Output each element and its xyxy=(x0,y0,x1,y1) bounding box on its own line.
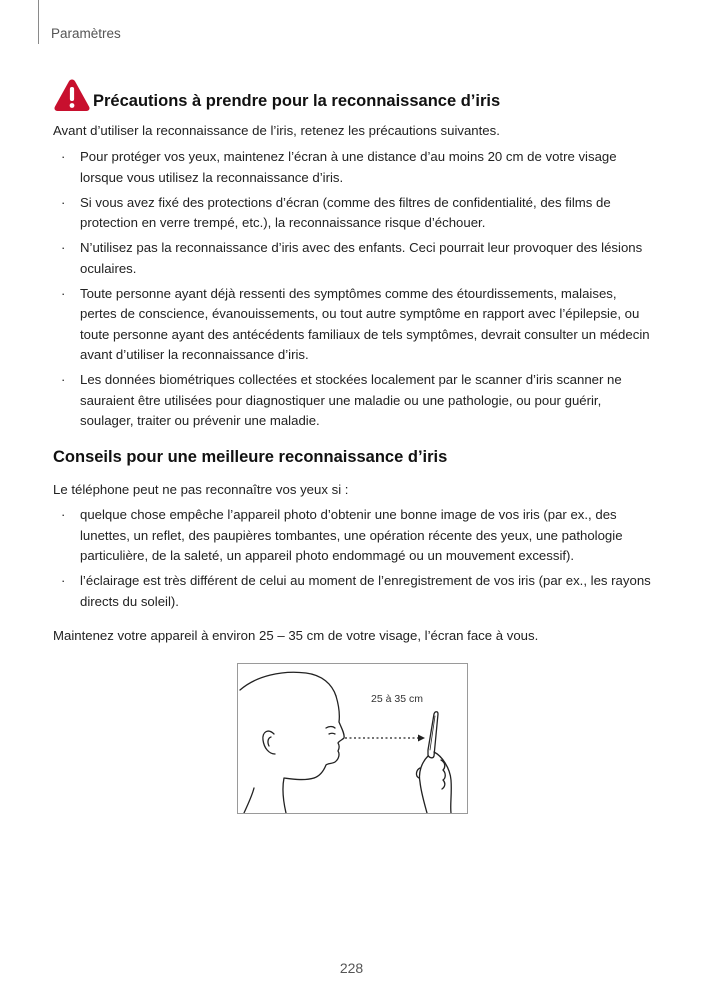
list-item xyxy=(53,238,653,279)
bullet-dot: · xyxy=(61,507,66,522)
list-item-text: quelque chose empêche l’appareil photo d’obtenir une bonne image de vos iris (par ex., des lunettes, un reflet, des paupières tombantes, une opération récente des yeux, une pathologie particulière, de la saleté, un appareil photo endommagé ou un mouvement excessif). xyxy=(80,507,623,563)
list-item xyxy=(53,370,653,432)
list-item-text: Les données biométriques collectées et stockées localement par le scanner d’iris scanner ne sauraient être utilisées pour diagnostiquer une maladie ou une pathologie, ou pour guérir, soulager, traiter ou prévenir une maladie. xyxy=(80,372,622,428)
face-line-drawing xyxy=(238,664,467,813)
tips-intro: Le téléphone peut ne pas reconnaître vos yeux si : xyxy=(53,482,349,497)
list-item xyxy=(53,147,653,188)
ear-inner xyxy=(268,737,271,746)
neck-line xyxy=(283,778,314,813)
eye xyxy=(329,733,335,734)
bullet-dot: · xyxy=(61,573,66,588)
face-profile xyxy=(314,696,344,778)
face-distance-illustration xyxy=(237,663,468,814)
header-title: Paramètres xyxy=(51,26,121,41)
distance-instruction: Maintenez votre appareil à environ 25 – 35 cm de votre visage, l’écran face à vous. xyxy=(53,628,539,643)
tips-list xyxy=(53,505,653,617)
hand-outline-left xyxy=(419,756,428,813)
bullet-dot: · xyxy=(61,372,66,387)
back-neck-line xyxy=(244,788,254,813)
distance-label: 25 à 35 cm xyxy=(371,693,423,705)
eyebrow xyxy=(326,727,335,729)
list-item xyxy=(53,571,653,612)
phone-outline xyxy=(428,712,438,758)
distance-arrow-icon xyxy=(418,735,425,742)
list-item xyxy=(53,284,653,366)
list-item-text: N’utilisez pas la reconnaissance d’iris avec des enfants. Ceci pourrait leur provoquer des lésions oculaires. xyxy=(80,240,643,276)
list-item-text: Si vous avez fixé des protections d’écran (comme des filtres de confidentialité, des films de protection en verre trempé, etc.), la reconnaissance risque d’échouer. xyxy=(80,194,611,230)
precautions-list xyxy=(53,147,653,436)
warning-triangle-icon xyxy=(53,78,91,112)
tips-heading: Conseils pour une meilleure reconnaissance d’iris xyxy=(53,448,448,466)
list-item-text: l’éclairage est très différent de celui au moment de l’enregistrement de vos iris (par ex., les rayons directs du soleil). xyxy=(80,573,651,609)
ear-outline xyxy=(263,731,275,754)
list-item-text: Toute personne ayant déjà ressenti des symptômes comme des étourdissements, malaises, pertes de conscience, évanouissements, ou tout autre symptôme en rapport avec l’épilepsie, ou toute personne ayant des antécédents familiaux de tels symptômes, devrait consulter un médecin avant d’utiliser la reconnaissance d’iris. xyxy=(80,285,650,362)
bullet-dot: · xyxy=(61,194,66,210)
precautions-heading xyxy=(53,78,500,112)
precautions-title: Précautions à prendre pour la reconnaissance d’iris xyxy=(93,92,501,110)
header-rule xyxy=(38,0,39,44)
list-item xyxy=(53,505,653,567)
bullet-dot: · xyxy=(61,285,66,301)
bullet-dot: · xyxy=(61,149,66,164)
fingers xyxy=(441,760,445,789)
list-item-text: Pour protéger vos yeux, maintenez l’écran à une distance d’au moins 20 cm de votre visage lorsque vous utilisez la reconnaissance d’iris. xyxy=(80,149,617,185)
bullet-dot: · xyxy=(61,240,66,255)
head-outline xyxy=(240,672,336,696)
precautions-intro: Avant d’utiliser la reconnaissance de l’iris, retenez les précautions suivantes. xyxy=(53,123,500,138)
list-item xyxy=(53,193,653,234)
page-number: 228 xyxy=(339,960,364,976)
